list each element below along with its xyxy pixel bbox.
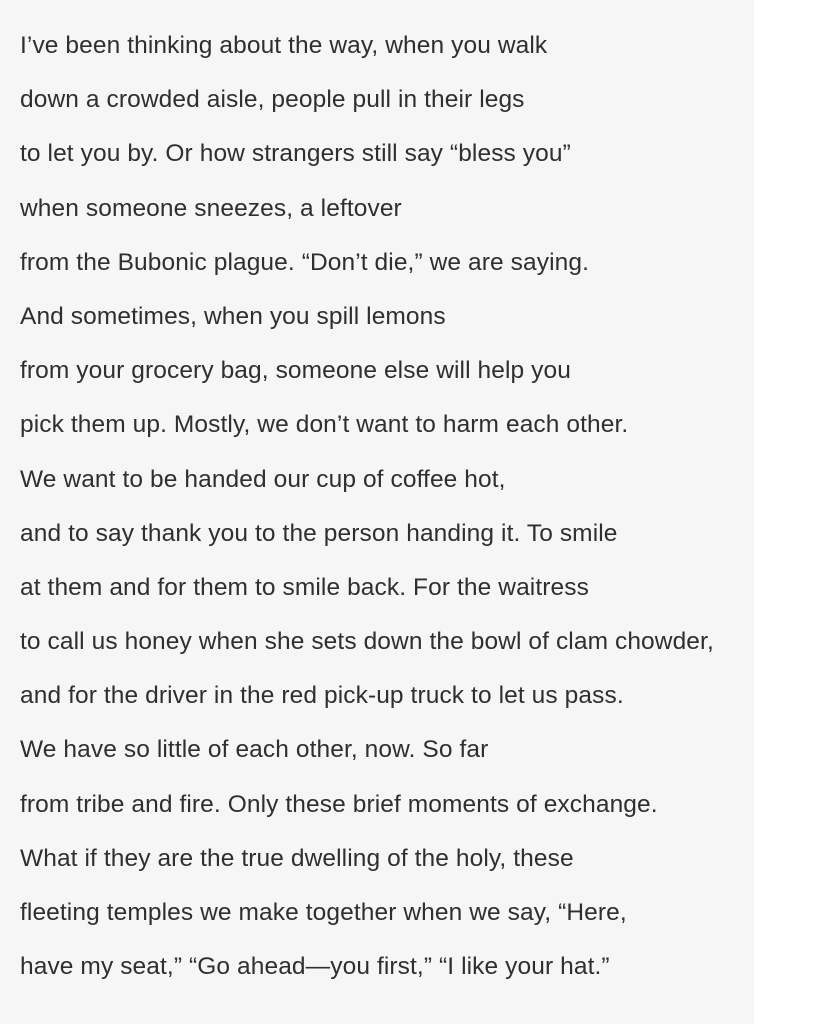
poem-line: from the Bubonic plague. “Don’t die,” we are saying. xyxy=(20,248,589,276)
poem-line: We have so little of each other, now. So far xyxy=(20,736,489,764)
poem-line: to let you by. Or how strangers still say “bless you” xyxy=(20,140,571,168)
poem-line: I’ve been thinking about the way, when you walk xyxy=(20,32,548,59)
poem-line: fleeting temples we make together when we say, “Here, xyxy=(20,899,627,926)
poem-line: And sometimes, when you spill lemons xyxy=(20,302,446,330)
poem-line: and for the driver in the red pick-up truck to let us pass. xyxy=(20,682,624,710)
poem-line: and to say thank you to the person handing it. To smile xyxy=(20,519,618,547)
poem-line: We want to be handed our cup of coffee hot, xyxy=(20,465,506,493)
poem-line: pick them up. Mostly, we don’t want to harm each other. xyxy=(20,411,629,439)
poem-line: at them and for them to smile back. For the waitress xyxy=(20,573,589,601)
poem-line: What if they are the true dwelling of the holy, these xyxy=(20,844,574,872)
poem-line: when someone sneezes, a leftover xyxy=(20,194,402,222)
poem-line: to call us honey when she sets down the bowl of clam chowder, xyxy=(20,628,714,656)
poem-line: have my seat,” “Go ahead—you first,” “I like your hat.” xyxy=(20,953,610,981)
poem-line: down a crowded aisle, people pull in their legs xyxy=(20,86,525,114)
poem-line: from your grocery bag, someone else will help you xyxy=(20,357,571,385)
poem-text xyxy=(20,30,820,1005)
poem-line: from tribe and fire. Only these brief moments of exchange. xyxy=(20,790,658,818)
